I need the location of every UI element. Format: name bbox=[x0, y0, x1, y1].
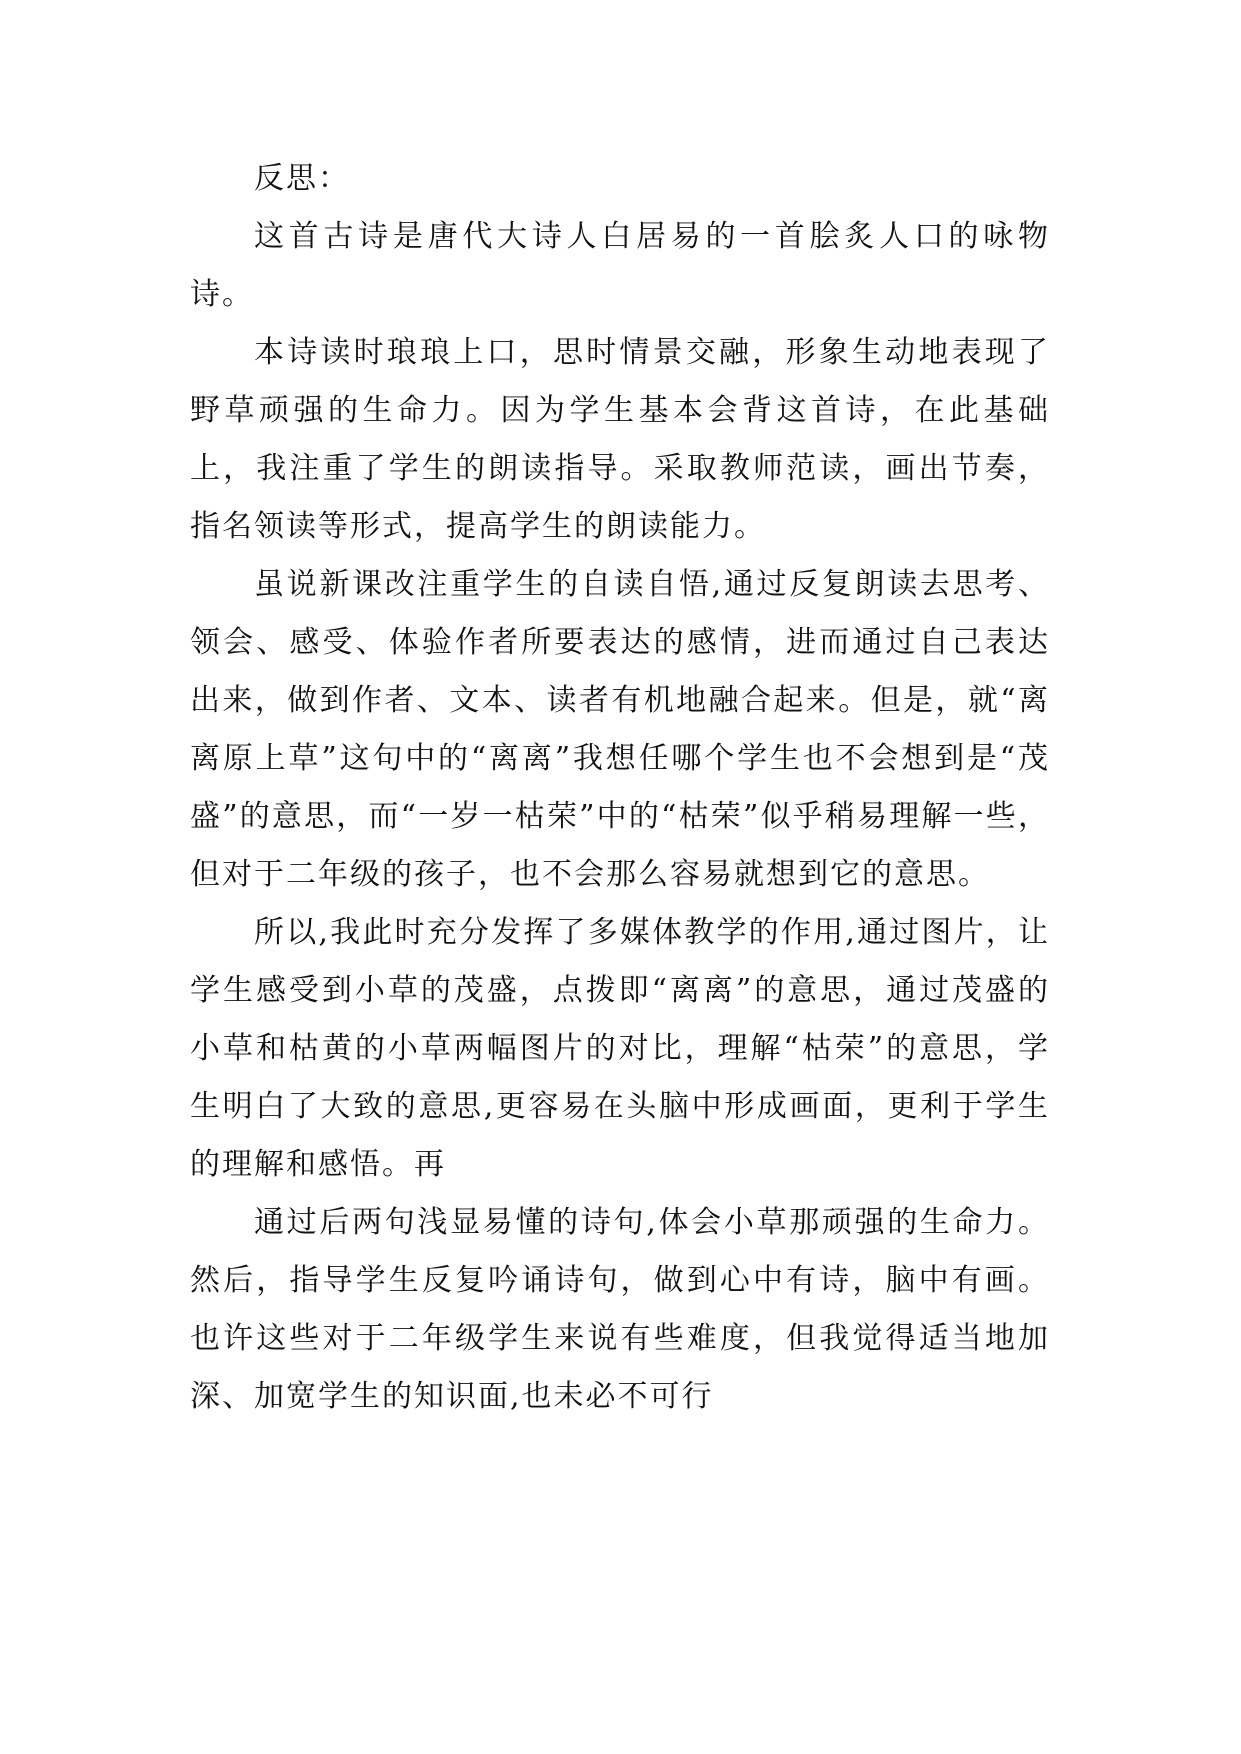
paragraph-2: 本诗读时琅琅上口，思时情景交融，形象生动地表现了野草顽强的生命力。因为学生基本会背这首诗，在此基础上，我注重了学生的朗读指导。采取教师范读，画出节奏，指名领读等形式，提高学生的朗读能力。 bbox=[190, 335, 1050, 544]
paragraph-1: 这首古诗是唐代大诗人白居易的一首脍炙人口的咏物诗。 bbox=[190, 219, 1050, 312]
paragraph-5: 通过后两句浅显易懂的诗句,体会小草那顽强的生命力。然后，指导学生反复吟诵诗句，做到心中有诗，脑中有画。也许这些对于二年级学生来说有些难度，但我觉得适当地加深、加宽学生的知识面,也未必不可行 bbox=[190, 1205, 1050, 1414]
paragraph-3: 虽说新课改注重学生的自读自悟,通过反复朗读去思考、领会、感受、体验作者所要表达的感情，进而通过自己表达出来，做到作者、文本、读者有机地融合起来。但是，就“离离原上草”这句中的“离离”我想任哪个学生也不会想到是“茂盛”的意思，而“一岁一枯荣”中的“枯荣”似乎稍易理解一些，但对于二年级的孩子，也不会那么容易就想到它的意思。 bbox=[190, 567, 1050, 892]
paragraph-4: 所以,我此时充分发挥了多媒体教学的作用,通过图片，让学生感受到小草的茂盛，点拨即“离离”的意思，通过茂盛的小草和枯黄的小草两幅图片的对比，理解“枯荣”的意思，学生明白了大致的意思,更容易在头脑中形成画面，更利于学生的理解和感悟。再 bbox=[190, 915, 1050, 1182]
document-heading: 反思： bbox=[254, 161, 350, 196]
document-page bbox=[190, 150, 1050, 1426]
